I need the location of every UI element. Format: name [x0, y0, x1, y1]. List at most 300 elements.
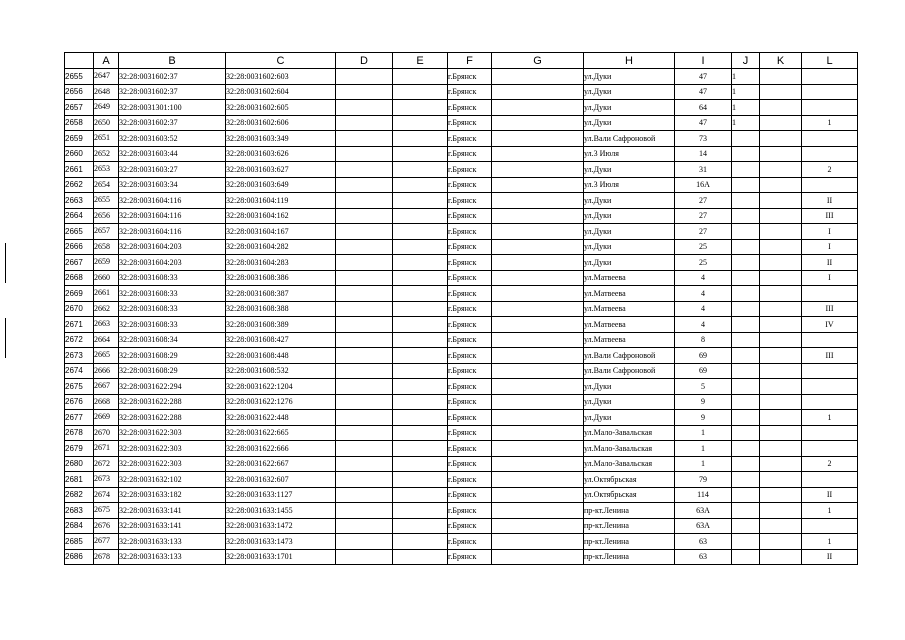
cell-h[interactable]: ул.Вали Сафроновой	[584, 348, 675, 364]
cell-l[interactable]: III	[802, 301, 858, 317]
cell-d[interactable]	[336, 379, 393, 395]
cell-d[interactable]	[336, 549, 393, 565]
cell-i[interactable]: 69	[675, 363, 732, 379]
row-number[interactable]: 2669	[65, 286, 94, 302]
cell-j[interactable]	[732, 286, 760, 302]
cell-j[interactable]: 1	[732, 115, 760, 131]
cell-i[interactable]: 25	[675, 239, 732, 255]
cell-g[interactable]	[492, 208, 584, 224]
cell-a[interactable]: 2665	[94, 348, 119, 364]
cell-i[interactable]: 1	[675, 441, 732, 457]
cell-i[interactable]: 4	[675, 317, 732, 333]
column-header-h[interactable]: H	[584, 53, 675, 69]
cell-h[interactable]: ул.Дуки	[584, 410, 675, 426]
cell-c[interactable]: 32:28:0031603:349	[226, 131, 336, 147]
cell-b[interactable]: 32:28:0031633:133	[119, 534, 226, 550]
cell-j[interactable]	[732, 146, 760, 162]
cell-f[interactable]: г.Брянск	[448, 317, 492, 333]
cell-a[interactable]: 2670	[94, 425, 119, 441]
row-number[interactable]: 2671	[65, 317, 94, 333]
cell-b[interactable]: 32:28:0031633:133	[119, 549, 226, 565]
row-number[interactable]: 2657	[65, 100, 94, 116]
cell-a[interactable]: 2654	[94, 177, 119, 193]
cell-f[interactable]: г.Брянск	[448, 301, 492, 317]
row-number[interactable]: 2682	[65, 487, 94, 503]
cell-e[interactable]	[393, 487, 448, 503]
cell-i[interactable]: 27	[675, 224, 732, 240]
cell-k[interactable]	[760, 518, 802, 534]
column-header-g[interactable]: G	[492, 53, 584, 69]
cell-g[interactable]	[492, 84, 584, 100]
cell-i[interactable]: 27	[675, 208, 732, 224]
cell-f[interactable]: г.Брянск	[448, 394, 492, 410]
cell-c[interactable]: 32:28:0031622:448	[226, 410, 336, 426]
cell-c[interactable]: 32:28:0031604:283	[226, 255, 336, 271]
cell-d[interactable]	[336, 317, 393, 333]
cell-j[interactable]: 1	[732, 100, 760, 116]
cell-k[interactable]	[760, 332, 802, 348]
cell-d[interactable]	[336, 332, 393, 348]
cell-d[interactable]	[336, 301, 393, 317]
cell-c[interactable]: 32:28:0031633:1127	[226, 487, 336, 503]
cell-i[interactable]: 9	[675, 410, 732, 426]
column-header-a[interactable]: A	[94, 53, 119, 69]
cell-l[interactable]: 2	[802, 162, 858, 178]
cell-b[interactable]: 32:28:0031603:44	[119, 146, 226, 162]
cell-k[interactable]	[760, 425, 802, 441]
cell-j[interactable]	[732, 363, 760, 379]
cell-d[interactable]	[336, 487, 393, 503]
cell-h[interactable]: ул.Матвеева	[584, 301, 675, 317]
cell-k[interactable]	[760, 487, 802, 503]
cell-d[interactable]	[336, 239, 393, 255]
cell-h[interactable]: ул.Матвеева	[584, 270, 675, 286]
cell-c[interactable]: 32:28:0031622:1204	[226, 379, 336, 395]
cell-h[interactable]: ул.Мало-Завальская	[584, 441, 675, 457]
cell-g[interactable]	[492, 549, 584, 565]
cell-a[interactable]: 2674	[94, 487, 119, 503]
cell-i[interactable]: 63	[675, 534, 732, 550]
cell-l[interactable]	[802, 394, 858, 410]
cell-i[interactable]: 47	[675, 69, 732, 85]
cell-f[interactable]: г.Брянск	[448, 193, 492, 209]
cell-c[interactable]: 32:28:0031608:387	[226, 286, 336, 302]
column-header-i[interactable]: I	[675, 53, 732, 69]
cell-e[interactable]	[393, 348, 448, 364]
cell-l[interactable]: II	[802, 193, 858, 209]
cell-g[interactable]	[492, 363, 584, 379]
cell-l[interactable]	[802, 332, 858, 348]
cell-k[interactable]	[760, 394, 802, 410]
cell-a[interactable]: 2656	[94, 208, 119, 224]
cell-f[interactable]: г.Брянск	[448, 363, 492, 379]
cell-b[interactable]: 32:28:0031633:141	[119, 518, 226, 534]
cell-i[interactable]: 14	[675, 146, 732, 162]
corner-cell[interactable]	[65, 53, 94, 69]
cell-c[interactable]: 32:28:0031602:604	[226, 84, 336, 100]
cell-b[interactable]: 32:28:0031608:33	[119, 301, 226, 317]
row-number[interactable]: 2664	[65, 208, 94, 224]
cell-g[interactable]	[492, 270, 584, 286]
cell-i[interactable]: 79	[675, 472, 732, 488]
cell-e[interactable]	[393, 472, 448, 488]
cell-j[interactable]	[732, 224, 760, 240]
cell-b[interactable]: 32:28:0031604:116	[119, 224, 226, 240]
cell-e[interactable]	[393, 534, 448, 550]
cell-f[interactable]: г.Брянск	[448, 224, 492, 240]
cell-e[interactable]	[393, 456, 448, 472]
cell-b[interactable]: 32:28:0031632:102	[119, 472, 226, 488]
cell-a[interactable]: 2647	[94, 69, 119, 85]
cell-e[interactable]	[393, 410, 448, 426]
cell-j[interactable]	[732, 518, 760, 534]
cell-a[interactable]: 2658	[94, 239, 119, 255]
cell-g[interactable]	[492, 317, 584, 333]
cell-a[interactable]: 2678	[94, 549, 119, 565]
cell-e[interactable]	[393, 131, 448, 147]
cell-j[interactable]: 1	[732, 84, 760, 100]
cell-j[interactable]	[732, 239, 760, 255]
cell-i[interactable]: 73	[675, 131, 732, 147]
cell-l[interactable]	[802, 286, 858, 302]
row-number[interactable]: 2670	[65, 301, 94, 317]
cell-j[interactable]	[732, 348, 760, 364]
cell-b[interactable]: 32:28:0031604:203	[119, 255, 226, 271]
cell-j[interactable]	[732, 425, 760, 441]
cell-j[interactable]	[732, 270, 760, 286]
cell-l[interactable]: 1	[802, 115, 858, 131]
cell-e[interactable]	[393, 162, 448, 178]
cell-d[interactable]	[336, 193, 393, 209]
cell-i[interactable]: 31	[675, 162, 732, 178]
cell-c[interactable]: 32:28:0031633:1473	[226, 534, 336, 550]
cell-a[interactable]: 2662	[94, 301, 119, 317]
cell-f[interactable]: г.Брянск	[448, 410, 492, 426]
cell-b[interactable]: 32:28:0031622:303	[119, 441, 226, 457]
cell-l[interactable]: 1	[802, 534, 858, 550]
cell-h[interactable]: ул.Октябрьская	[584, 472, 675, 488]
cell-g[interactable]	[492, 410, 584, 426]
cell-c[interactable]: 32:28:0031632:607	[226, 472, 336, 488]
cell-f[interactable]: г.Брянск	[448, 332, 492, 348]
cell-f[interactable]: г.Брянск	[448, 146, 492, 162]
cell-h[interactable]: ул.Дуки	[584, 208, 675, 224]
cell-h[interactable]: ул.Матвеева	[584, 317, 675, 333]
cell-b[interactable]: 32:28:0031603:34	[119, 177, 226, 193]
row-number[interactable]: 2676	[65, 394, 94, 410]
cell-f[interactable]: г.Брянск	[448, 487, 492, 503]
cell-g[interactable]	[492, 100, 584, 116]
cell-b[interactable]: 32:28:0031608:33	[119, 270, 226, 286]
cell-l[interactable]	[802, 177, 858, 193]
cell-h[interactable]: ул.3 Июля	[584, 177, 675, 193]
cell-d[interactable]	[336, 100, 393, 116]
row-number[interactable]: 2668	[65, 270, 94, 286]
cell-b[interactable]: 32:28:0031622:288	[119, 410, 226, 426]
cell-g[interactable]	[492, 255, 584, 271]
cell-f[interactable]: г.Брянск	[448, 162, 492, 178]
cell-j[interactable]	[732, 456, 760, 472]
cell-d[interactable]	[336, 208, 393, 224]
cell-a[interactable]: 2664	[94, 332, 119, 348]
cell-e[interactable]	[393, 84, 448, 100]
cell-h[interactable]: ул.Вали Сафроновой	[584, 363, 675, 379]
cell-g[interactable]	[492, 224, 584, 240]
cell-a[interactable]: 2672	[94, 456, 119, 472]
cell-f[interactable]: г.Брянск	[448, 286, 492, 302]
cell-c[interactable]: 32:28:0031603:649	[226, 177, 336, 193]
cell-k[interactable]	[760, 193, 802, 209]
cell-h[interactable]: ул.Матвеева	[584, 286, 675, 302]
cell-b[interactable]: 32:28:0031603:52	[119, 131, 226, 147]
cell-f[interactable]: г.Брянск	[448, 100, 492, 116]
column-header-f[interactable]: F	[448, 53, 492, 69]
cell-d[interactable]	[336, 224, 393, 240]
row-number[interactable]: 2678	[65, 425, 94, 441]
cell-e[interactable]	[393, 425, 448, 441]
cell-l[interactable]	[802, 472, 858, 488]
cell-h[interactable]: ул.Октябрьская	[584, 487, 675, 503]
cell-f[interactable]: г.Брянск	[448, 441, 492, 457]
cell-a[interactable]: 2675	[94, 503, 119, 519]
row-number[interactable]: 2661	[65, 162, 94, 178]
cell-c[interactable]: 32:28:0031604:282	[226, 239, 336, 255]
cell-l[interactable]: III	[802, 348, 858, 364]
cell-l[interactable]: I	[802, 224, 858, 240]
cell-d[interactable]	[336, 534, 393, 550]
cell-f[interactable]: г.Брянск	[448, 208, 492, 224]
cell-h[interactable]: пр-кт.Ленина	[584, 549, 675, 565]
cell-a[interactable]: 2659	[94, 255, 119, 271]
row-number[interactable]: 2680	[65, 456, 94, 472]
cell-h[interactable]: ул.Дуки	[584, 255, 675, 271]
cell-c[interactable]: 32:28:0031603:626	[226, 146, 336, 162]
cell-j[interactable]	[732, 332, 760, 348]
cell-h[interactable]: ул.Вали Сафроновой	[584, 131, 675, 147]
cell-j[interactable]: 1	[732, 69, 760, 85]
cell-a[interactable]: 2655	[94, 193, 119, 209]
cell-f[interactable]: г.Брянск	[448, 84, 492, 100]
cell-j[interactable]	[732, 162, 760, 178]
cell-j[interactable]	[732, 177, 760, 193]
cell-g[interactable]	[492, 193, 584, 209]
cell-d[interactable]	[336, 286, 393, 302]
cell-i[interactable]: 25	[675, 255, 732, 271]
cell-b[interactable]: 32:28:0031608:33	[119, 286, 226, 302]
cell-a[interactable]: 2661	[94, 286, 119, 302]
cell-c[interactable]: 32:28:0031608:386	[226, 270, 336, 286]
row-number[interactable]: 2655	[65, 69, 94, 85]
cell-g[interactable]	[492, 239, 584, 255]
cell-h[interactable]: ул.Дуки	[584, 193, 675, 209]
cell-b[interactable]: 32:28:0031602:37	[119, 69, 226, 85]
cell-k[interactable]	[760, 146, 802, 162]
cell-i[interactable]: 9	[675, 394, 732, 410]
cell-i[interactable]: 4	[675, 270, 732, 286]
cell-e[interactable]	[393, 441, 448, 457]
cell-e[interactable]	[393, 193, 448, 209]
cell-j[interactable]	[732, 317, 760, 333]
cell-l[interactable]	[802, 131, 858, 147]
cell-j[interactable]	[732, 441, 760, 457]
row-number[interactable]: 2662	[65, 177, 94, 193]
cell-c[interactable]: 32:28:0031608:448	[226, 348, 336, 364]
cell-g[interactable]	[492, 394, 584, 410]
cell-i[interactable]: 114	[675, 487, 732, 503]
cell-e[interactable]	[393, 239, 448, 255]
column-header-b[interactable]: B	[119, 53, 226, 69]
cell-b[interactable]: 32:28:0031604:116	[119, 193, 226, 209]
cell-l[interactable]: II	[802, 549, 858, 565]
cell-c[interactable]: 32:28:0031622:665	[226, 425, 336, 441]
cell-g[interactable]	[492, 115, 584, 131]
cell-c[interactable]: 32:28:0031603:627	[226, 162, 336, 178]
cell-i[interactable]: 47	[675, 84, 732, 100]
cell-h[interactable]: пр-кт.Ленина	[584, 518, 675, 534]
cell-l[interactable]	[802, 69, 858, 85]
cell-a[interactable]: 2650	[94, 115, 119, 131]
cell-e[interactable]	[393, 518, 448, 534]
cell-c[interactable]: 32:28:0031602:605	[226, 100, 336, 116]
cell-c[interactable]: 32:28:0031604:119	[226, 193, 336, 209]
cell-a[interactable]: 2652	[94, 146, 119, 162]
cell-a[interactable]: 2668	[94, 394, 119, 410]
cell-d[interactable]	[336, 177, 393, 193]
cell-a[interactable]: 2649	[94, 100, 119, 116]
cell-c[interactable]: 32:28:0031608:427	[226, 332, 336, 348]
row-number[interactable]: 2667	[65, 255, 94, 271]
cell-b[interactable]: 32:28:0031301:100	[119, 100, 226, 116]
cell-b[interactable]: 32:28:0031622:303	[119, 456, 226, 472]
cell-l[interactable]	[802, 518, 858, 534]
cell-l[interactable]	[802, 379, 858, 395]
cell-d[interactable]	[336, 394, 393, 410]
cell-d[interactable]	[336, 255, 393, 271]
cell-f[interactable]: г.Брянск	[448, 472, 492, 488]
cell-k[interactable]	[760, 286, 802, 302]
cell-a[interactable]: 2663	[94, 317, 119, 333]
cell-a[interactable]: 2673	[94, 472, 119, 488]
row-number[interactable]: 2679	[65, 441, 94, 457]
cell-k[interactable]	[760, 84, 802, 100]
cell-c[interactable]: 32:28:0031622:1276	[226, 394, 336, 410]
cell-k[interactable]	[760, 503, 802, 519]
cell-h[interactable]: ул.Матвеева	[584, 332, 675, 348]
cell-f[interactable]: г.Брянск	[448, 239, 492, 255]
cell-g[interactable]	[492, 425, 584, 441]
cell-h[interactable]: ул.Дуки	[584, 394, 675, 410]
row-number[interactable]: 2672	[65, 332, 94, 348]
cell-j[interactable]	[732, 301, 760, 317]
cell-l[interactable]: IV	[802, 317, 858, 333]
cell-e[interactable]	[393, 286, 448, 302]
cell-d[interactable]	[336, 425, 393, 441]
cell-g[interactable]	[492, 503, 584, 519]
cell-e[interactable]	[393, 549, 448, 565]
cell-k[interactable]	[760, 410, 802, 426]
cell-k[interactable]	[760, 456, 802, 472]
cell-j[interactable]	[732, 472, 760, 488]
cell-d[interactable]	[336, 146, 393, 162]
cell-k[interactable]	[760, 224, 802, 240]
cell-e[interactable]	[393, 208, 448, 224]
cell-k[interactable]	[760, 348, 802, 364]
cell-b[interactable]: 32:28:0031602:37	[119, 84, 226, 100]
cell-j[interactable]	[732, 255, 760, 271]
cell-e[interactable]	[393, 177, 448, 193]
cell-d[interactable]	[336, 456, 393, 472]
cell-l[interactable]: III	[802, 208, 858, 224]
cell-a[interactable]: 2648	[94, 84, 119, 100]
cell-c[interactable]: 32:28:0031633:1701	[226, 549, 336, 565]
cell-h[interactable]: пр-кт.Ленина	[584, 503, 675, 519]
cell-g[interactable]	[492, 177, 584, 193]
cell-g[interactable]	[492, 301, 584, 317]
cell-a[interactable]: 2657	[94, 224, 119, 240]
cell-g[interactable]	[492, 131, 584, 147]
cell-i[interactable]: 8	[675, 332, 732, 348]
cell-g[interactable]	[492, 379, 584, 395]
row-number[interactable]: 2659	[65, 131, 94, 147]
cell-c[interactable]: 32:28:0031602:606	[226, 115, 336, 131]
cell-l[interactable]	[802, 441, 858, 457]
cell-f[interactable]: г.Брянск	[448, 177, 492, 193]
cell-k[interactable]	[760, 100, 802, 116]
cell-l[interactable]	[802, 100, 858, 116]
cell-b[interactable]: 32:28:0031608:29	[119, 363, 226, 379]
cell-d[interactable]	[336, 162, 393, 178]
cell-h[interactable]: ул.Дуки	[584, 100, 675, 116]
cell-j[interactable]	[732, 193, 760, 209]
cell-l[interactable]: II	[802, 487, 858, 503]
cell-f[interactable]: г.Брянск	[448, 518, 492, 534]
cell-j[interactable]	[732, 208, 760, 224]
cell-h[interactable]: ул.Дуки	[584, 69, 675, 85]
row-number[interactable]: 2685	[65, 534, 94, 550]
cell-i[interactable]: 63А	[675, 518, 732, 534]
cell-b[interactable]: 32:28:0031604:203	[119, 239, 226, 255]
cell-d[interactable]	[336, 270, 393, 286]
cell-a[interactable]: 2676	[94, 518, 119, 534]
cell-e[interactable]	[393, 363, 448, 379]
cell-e[interactable]	[393, 503, 448, 519]
cell-c[interactable]: 32:28:0031633:1455	[226, 503, 336, 519]
cell-c[interactable]: 32:28:0031622:667	[226, 456, 336, 472]
column-header-l[interactable]: L	[802, 53, 858, 69]
cell-f[interactable]: г.Брянск	[448, 534, 492, 550]
row-number[interactable]: 2656	[65, 84, 94, 100]
cell-a[interactable]: 2653	[94, 162, 119, 178]
cell-d[interactable]	[336, 84, 393, 100]
cell-f[interactable]: г.Брянск	[448, 270, 492, 286]
cell-b[interactable]: 32:28:0031608:29	[119, 348, 226, 364]
cell-k[interactable]	[760, 549, 802, 565]
cell-j[interactable]	[732, 549, 760, 565]
cell-g[interactable]	[492, 472, 584, 488]
row-number[interactable]: 2663	[65, 193, 94, 209]
cell-i[interactable]: 63А	[675, 503, 732, 519]
cell-f[interactable]: г.Брянск	[448, 456, 492, 472]
cell-c[interactable]: 32:28:0031604:167	[226, 224, 336, 240]
cell-d[interactable]	[336, 348, 393, 364]
row-number[interactable]: 2675	[65, 379, 94, 395]
cell-h[interactable]: пр-кт.Ленина	[584, 534, 675, 550]
cell-i[interactable]: 16А	[675, 177, 732, 193]
row-number[interactable]: 2681	[65, 472, 94, 488]
cell-c[interactable]: 32:28:0031608:532	[226, 363, 336, 379]
cell-h[interactable]: ул.Мало-Завальская	[584, 456, 675, 472]
cell-d[interactable]	[336, 441, 393, 457]
